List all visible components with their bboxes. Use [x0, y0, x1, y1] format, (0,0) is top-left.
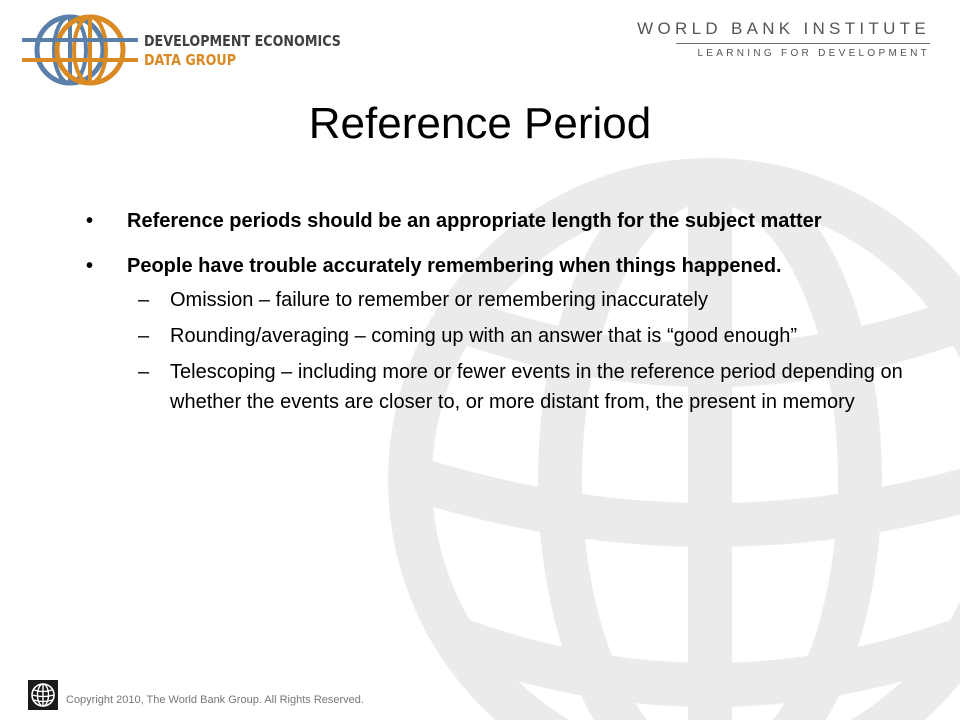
bullet-text: Reference periods should be an appropriate length for the subject matter [127, 210, 822, 232]
bullet-marker: • [86, 255, 94, 277]
sub-bullet-text: Omission – failure to remember or remembering inaccurately [170, 289, 708, 311]
development-economics-globe-logo-icon [20, 10, 140, 90]
sub-bullet-item [82, 357, 912, 417]
sub-bullet-text: Telescoping – including more or fewer events in the reference period depending on whether the events are closer to, or more distant from, the present in memory [170, 361, 903, 413]
bullet-item [82, 206, 912, 236]
slide-title: Reference Period [308, 99, 652, 148]
world-bank-institute-logo [637, 18, 930, 61]
sub-bullet-item [82, 321, 912, 351]
bullet-text: People have trouble accurately remembering when things happened. [127, 255, 782, 277]
sub-bullet-marker: – [138, 289, 150, 311]
bullet-marker: • [86, 210, 94, 232]
logo-title-line2: DATA GROUP [144, 51, 237, 69]
sub-bullet-marker: – [138, 361, 150, 383]
wbi-subtitle: LEARNING FOR DEVELOPMENT [697, 48, 930, 59]
copyright-text: Copyright 2010, The World Bank Group. All Rights Reserved. [66, 694, 364, 706]
sub-bullet-item [82, 285, 912, 315]
sub-bullet-marker: – [138, 325, 150, 347]
development-economics-logo [20, 10, 350, 90]
logo-text [144, 32, 341, 70]
slide-content [82, 206, 912, 423]
bullet-item [82, 251, 912, 281]
logo-title-line1: DEVELOPMENT ECONOMICS [144, 32, 341, 50]
wbi-title: WORLD BANK INSTITUTE [637, 19, 930, 38]
wbi-divider [676, 43, 930, 44]
world-bank-globe-icon [28, 680, 58, 710]
sub-bullet-text: Rounding/averaging – coming up with an answer that is “good enough” [170, 325, 798, 347]
